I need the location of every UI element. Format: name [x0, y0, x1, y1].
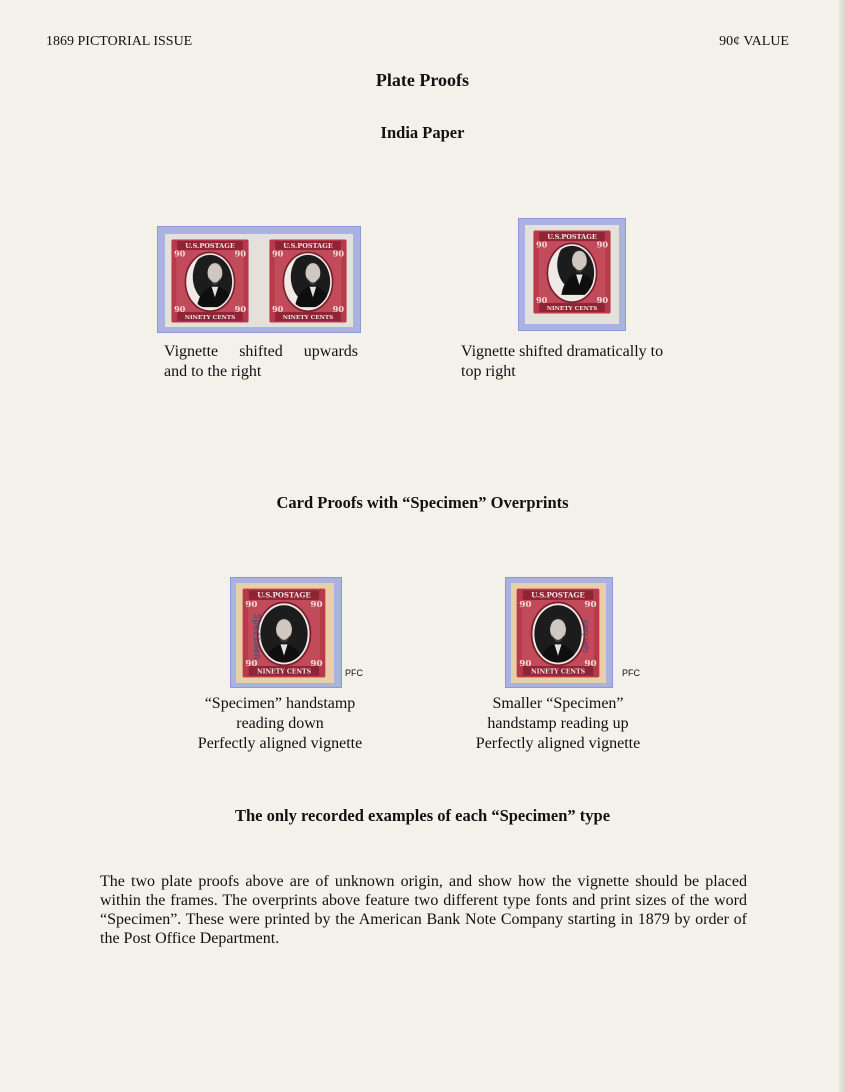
caption-card2 — [466, 694, 650, 754]
stamp-proof-pair-left — [169, 237, 251, 325]
header-issue: 1869 PICTORIAL ISSUE — [46, 34, 193, 49]
page-edge — [839, 0, 845, 1092]
svg-text:90: 90 — [584, 599, 597, 610]
svg-text:90: 90 — [173, 248, 186, 259]
svg-text:90: 90 — [310, 599, 323, 610]
page-title: Plate Proofs — [375, 70, 470, 90]
svg-text:90: 90 — [332, 303, 345, 314]
caption-card2-line: Smaller “Specimen” — [492, 695, 624, 712]
svg-text:NINETY CENTS: NINETY CENTS — [256, 668, 312, 676]
header-value: 90¢ VALUE — [719, 34, 789, 49]
caption-single-line: top right — [461, 363, 516, 380]
svg-text:90: 90 — [310, 659, 323, 670]
stamp-proof-single — [531, 228, 613, 316]
svg-text:U.S.POSTAGE: U.S.POSTAGE — [547, 233, 597, 241]
caption-pair-word: upwards — [303, 343, 358, 360]
pfc-certificate-2: PFC — [622, 668, 640, 678]
caption-card1-line: reading down — [236, 715, 324, 732]
svg-text:90: 90 — [234, 303, 247, 314]
description-paragraph: The two plate proofs above are of unknown origin, and show how the vignette should be placed within the frames. The overprints above feature two different type fonts and print sizes of the word “Specimen”. These were printed by the American Bank Note Company starting in 1879 by order of the Post Office Department. — [100, 873, 747, 947]
caption-pair-word: shifted — [239, 343, 283, 360]
caption-pair-word: Vignette — [164, 343, 219, 360]
svg-text:U.S.POSTAGE: U.S.POSTAGE — [257, 590, 311, 600]
svg-text:Specimen: Specimen — [581, 619, 590, 654]
svg-text:NINETY CENTS: NINETY CENTS — [530, 668, 586, 676]
pfc-certificate-1: PFC — [345, 668, 363, 678]
stamp-card-proof-down — [240, 586, 328, 680]
stamp-card-proof-up — [514, 586, 602, 680]
caption-card1-line: “Specimen” handstamp — [204, 695, 356, 712]
svg-text:90: 90 — [519, 659, 532, 670]
svg-text:90: 90 — [519, 599, 532, 610]
svg-text:90: 90 — [596, 294, 609, 305]
caption-single-line: Vignette shifted dramatically to — [461, 343, 664, 360]
caption-card2-line: handstamp reading up — [487, 715, 629, 732]
svg-text:90: 90 — [245, 659, 258, 670]
card-proofs-heading: Card Proofs with “Specimen” Overprints — [276, 493, 569, 512]
caption-pair-line: and to the right — [164, 363, 262, 380]
svg-text:U.S.POSTAGE: U.S.POSTAGE — [185, 242, 235, 250]
svg-text:Specimen: Specimen — [251, 613, 263, 660]
recorded-examples-note: The only recorded examples of each “Specimen” type — [234, 806, 611, 825]
caption-card1-line: Perfectly aligned vignette — [197, 735, 363, 752]
caption-card1 — [190, 694, 370, 754]
india-paper-heading: India Paper — [380, 123, 465, 142]
svg-text:90: 90 — [535, 239, 548, 250]
svg-text:90: 90 — [271, 303, 284, 314]
caption-card2-line: Perfectly aligned vignette — [475, 735, 641, 752]
svg-text:90: 90 — [245, 599, 258, 610]
svg-text:NINETY CENTS: NINETY CENTS — [184, 314, 236, 321]
svg-text:90: 90 — [271, 248, 284, 259]
caption-pair — [164, 342, 358, 382]
svg-text:NINETY CENTS: NINETY CENTS — [546, 305, 598, 312]
caption-single — [461, 342, 701, 382]
svg-text:NINETY CENTS: NINETY CENTS — [282, 314, 334, 321]
svg-text:90: 90 — [584, 659, 597, 670]
svg-text:U.S.POSTAGE: U.S.POSTAGE — [283, 242, 333, 250]
svg-text:90: 90 — [535, 294, 548, 305]
svg-text:90: 90 — [173, 303, 186, 314]
svg-text:U.S.POSTAGE: U.S.POSTAGE — [531, 590, 585, 600]
svg-text:90: 90 — [332, 248, 345, 259]
svg-text:90: 90 — [596, 239, 609, 250]
stamp-proof-pair-right — [267, 237, 349, 325]
svg-text:90: 90 — [234, 248, 247, 259]
